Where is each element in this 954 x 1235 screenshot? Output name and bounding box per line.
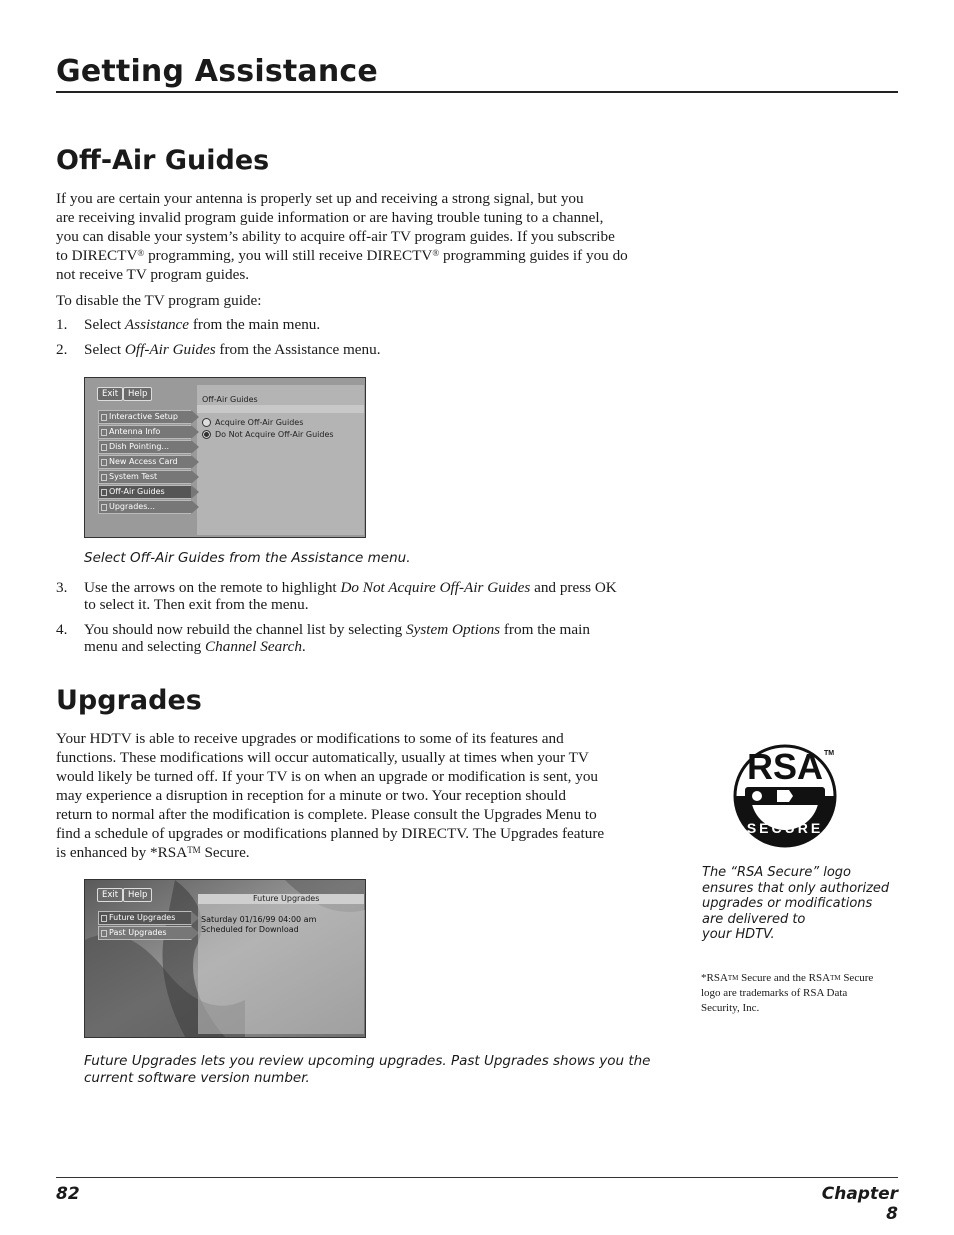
help-button: Help [123,888,152,902]
menu-item [98,425,192,439]
trademark-mark: TM [830,974,841,982]
menu-dot-icon [101,915,107,922]
step-text-em: Channel Search [205,638,302,655]
step-text-plain: Use the arrows on the remote to highlight [84,579,341,596]
step-1 [56,316,676,336]
rsa-logo-tm: TM [823,750,835,757]
menu-label: Future Upgrades [109,913,176,922]
menu-label: Interactive Setup [109,412,178,421]
menu-dot-icon [101,930,107,937]
page-header-title: Getting Assistance [56,54,378,89]
intro-text: programming guides if you do [439,247,628,264]
exit-button: Exit [97,888,123,902]
upgrades-panel [198,894,364,1034]
step-4 [56,621,681,661]
step-text [84,579,679,613]
caption-line: ensures that only authorized [702,880,890,896]
menu-label: Off-Air Guides [109,487,165,496]
body-text: Secure. [200,844,250,861]
menu-item [98,410,192,424]
step-text-plain: Select [84,316,125,333]
step-3 [56,579,681,619]
step-text-plain: menu and selecting [84,638,206,655]
registered-mark: ® [137,248,145,258]
menu-item [98,455,192,469]
menu-label: New Access Card [109,457,178,466]
step-text-plain: Select [84,341,125,358]
rsa-caption [702,865,897,943]
step-text-plain: and press OK [530,579,617,596]
step-text-plain: from the main [500,621,590,638]
offair-intro [56,189,676,284]
intro-line: you can disable your system’s ability to acquire off-air TV program guides. If you subscribe [56,228,615,245]
note-line: Security, Inc. [701,1002,760,1014]
upgrade-status: Scheduled for Download [201,925,299,934]
radio-icon [202,418,211,427]
step-text-em: Do Not Acquire Off-Air Guides [340,579,531,596]
trademark-mark: TM [187,845,201,855]
exit-button: Exit [97,387,123,401]
step-text-plain: You should now rebuild the channel list by selecting [84,621,406,638]
rsa-logo-ring-text: SECURE [746,820,824,836]
step-text-em: Off-Air Guides [124,341,216,358]
caption-line: Future Upgrades lets you review upcoming upgrades. Past Upgrades shows you the [84,1053,651,1069]
menu-label: Upgrades... [109,502,155,511]
menu-dot-icon [101,504,107,511]
note-line: logo are trademarks of RSA Data [701,987,848,999]
option-label: Acquire Off-Air Guides [215,418,304,427]
intro-line: are receiving invalid program guide information or are having trouble tuning to a channel, [56,209,604,226]
registered-mark: ® [432,248,440,258]
intro-text: to DIRECTV [56,247,138,264]
option-do-not-acquire [202,430,334,439]
help-button: Help [123,387,152,401]
chapter-label: Chapter 8 [821,1184,898,1224]
intro-line: If you are certain your antenna is properly set up and receiving a strong signal, but you [56,190,584,207]
menu-dot-icon [101,429,107,436]
body-line: find a schedule of upgrades or modifications planned by DIRECTV. The Upgrades feature [56,825,605,842]
step-text-em: System Options [406,621,501,638]
body-line: may experience a disruption in reception for a minute or two. Your reception should [56,787,566,804]
intro-line [56,246,676,265]
panel-title-bar [197,405,364,413]
offair-heading: Off-Air Guides [56,145,270,176]
step-text-plain: . [301,638,306,655]
upgrades-heading: Upgrades [56,685,202,716]
step-text [84,621,679,655]
offair-guides-screenshot [84,377,366,538]
future-upgrades-screenshot [84,879,366,1038]
options-panel [197,385,364,535]
body-line [56,843,696,862]
note-text: Secure and the RSA [738,972,831,984]
intro-line: not receive TV program guides. [56,266,250,283]
step-text-plain: from the main menu. [189,316,321,333]
menu-dot-icon [101,489,107,496]
disable-instruction: To disable the TV program guide: [56,292,262,309]
menu-item-selected [98,485,192,499]
panel-title: Off-Air Guides [202,395,258,404]
body-line: would likely be turned off. If your TV is on when an upgrade or modification is sent, you [56,768,599,785]
panel-title: Future Upgrades [253,894,320,903]
menu-dot-icon [101,444,107,451]
step-number: 4. [56,621,68,638]
menu-item [98,440,192,454]
caption-line: current software version number. [84,1070,310,1086]
step-text [84,341,679,358]
menu-item [98,926,192,940]
body-line: return to normal after the modification is complete. Please consult the Upgrades Menu to [56,806,597,823]
caption-line: upgrades or modifications [702,896,873,912]
menu-label: Dish Pointing... [109,442,170,451]
menu-item [98,500,192,514]
option-label: Do Not Acquire Off-Air Guides [215,430,334,439]
option-acquire [202,418,303,427]
menu-label: System Test [109,472,158,481]
body-line: functions. These modifications will occur automatically, usually at times when your TV [56,749,589,766]
page-number: 82 [56,1184,80,1204]
step-text-plain: to select it. Then exit from the menu. [84,596,309,613]
step-number: 1. [56,316,68,333]
menu-dot-icon [101,474,107,481]
upgrade-datetime: Saturday 01/16/99 04:00 am [201,915,317,924]
header-rule [56,91,898,93]
offair-caption: Select Off-Air Guides from the Assistance menu. [84,550,411,566]
footer-rule [56,1177,898,1178]
step-number: 3. [56,579,68,596]
note-text: Secure [840,972,874,984]
step-text-em: Assistance [124,316,190,333]
menu-label: Antenna Info [109,427,161,436]
body-text: is enhanced by *RSA [56,844,188,861]
step-text-plain: from the Assistance menu. [215,341,381,358]
menu-item [98,470,192,484]
step-2 [56,341,676,361]
caption-line: The “RSA Secure” logo [702,865,851,880]
rsa-logo-text: RSA [746,746,824,787]
caption-line: are delivered to [702,911,806,927]
upgrades-caption [84,1053,684,1087]
rsa-trademark-note [701,971,901,1016]
menu-item-selected [98,911,192,925]
trademark-mark: TM [727,974,739,982]
step-text [84,316,679,333]
menu-dot-icon [101,414,107,421]
note-line [701,971,901,986]
intro-text: programming, you will still receive DIRECTV [144,247,433,264]
menu-label: Past Upgrades [109,928,167,937]
step-number: 2. [56,341,68,358]
caption-line: your HDTV. [702,927,775,943]
note-text: *RSA [701,972,728,984]
rsa-secure-logo [733,743,839,849]
upgrades-body [56,729,696,862]
menu-dot-icon [101,459,107,466]
radio-selected-icon [202,430,211,439]
body-line: Your HDTV is able to receive upgrades or modifications to some of its features and [56,730,564,747]
